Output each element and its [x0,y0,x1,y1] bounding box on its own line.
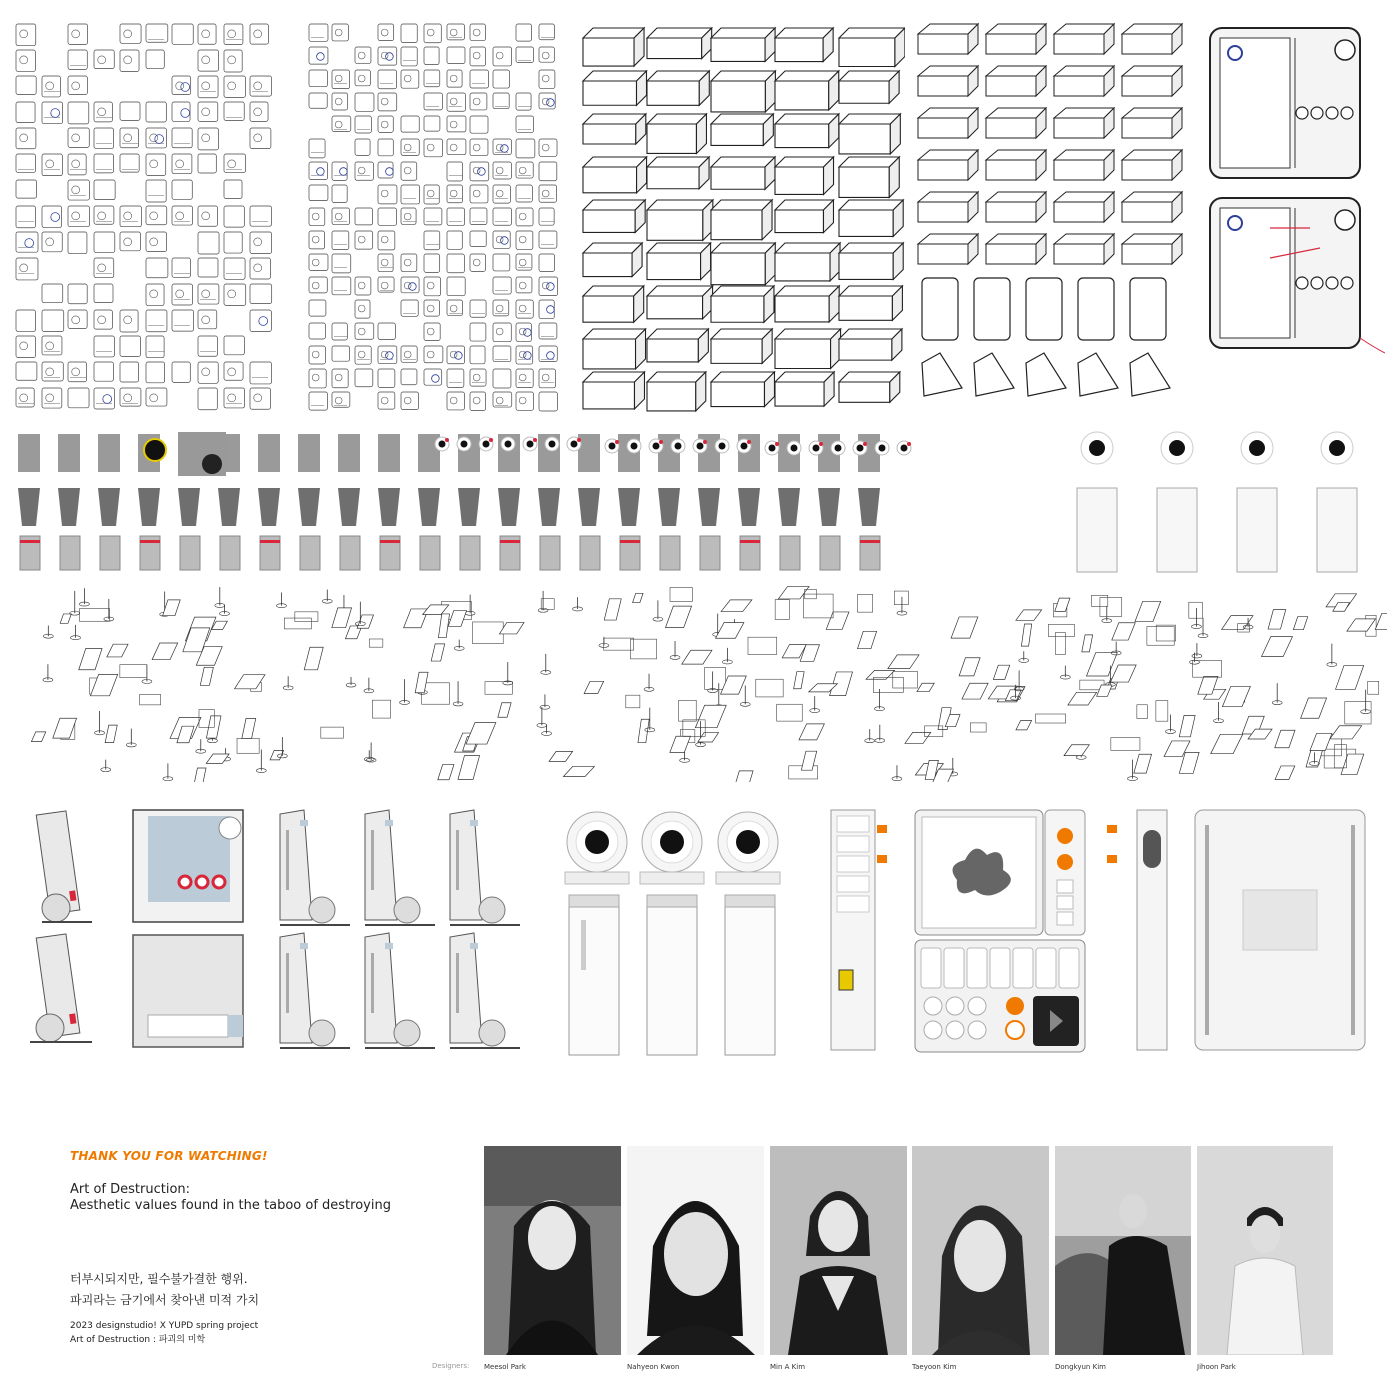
device-sketch-panel [1190,18,1385,358]
designer-name: Taeyoon Kim [912,1363,957,1371]
render-group-launchpad [825,800,1375,1065]
korean-tagline-2: 파괴라는 금기에서 찾아낸 미적 가치 [70,1293,260,1307]
project-title-line2: Aesthetic values found in the taboo of destroying [70,1198,391,1213]
ideation-sketch-row [12,582,1387,782]
designer-photo [1055,1146,1191,1355]
designer-photo [770,1146,907,1355]
designer-name: Meesol Park [484,1363,526,1371]
sketch-panel-3 [575,20,905,415]
project-credit-2: Art of Destruction : 파괴의 미학 [70,1335,206,1345]
form-study-row [12,428,1387,576]
designers-label: Designers: [432,1362,470,1370]
designer-photo [912,1146,1049,1355]
project-title-line1: Art of Destruction: [70,1182,191,1197]
thank-you-heading: THANK YOU FOR WATCHING! [70,1149,268,1163]
designer-name: Jihoon Park [1197,1363,1236,1371]
designer-name: Min A Kim [770,1363,806,1371]
designer-name: Nahyeon Kwon [627,1363,680,1371]
designer-photo [627,1146,764,1355]
project-credit-1: 2023 designstudio! X YUPD spring project [70,1321,259,1331]
sketch-panel-1 [12,20,298,415]
render-group-speaker [555,800,800,1065]
designer-photo [484,1146,621,1355]
sketch-panel-2 [305,20,567,415]
render-group-radio [30,800,535,1065]
designer-photo [1197,1146,1333,1355]
korean-tagline-1: 터부시되지만, 필수불가결한 행위. [70,1272,248,1286]
sketch-panel-4 [912,18,1188,415]
designer-name: Dongkyun Kim [1055,1363,1106,1371]
